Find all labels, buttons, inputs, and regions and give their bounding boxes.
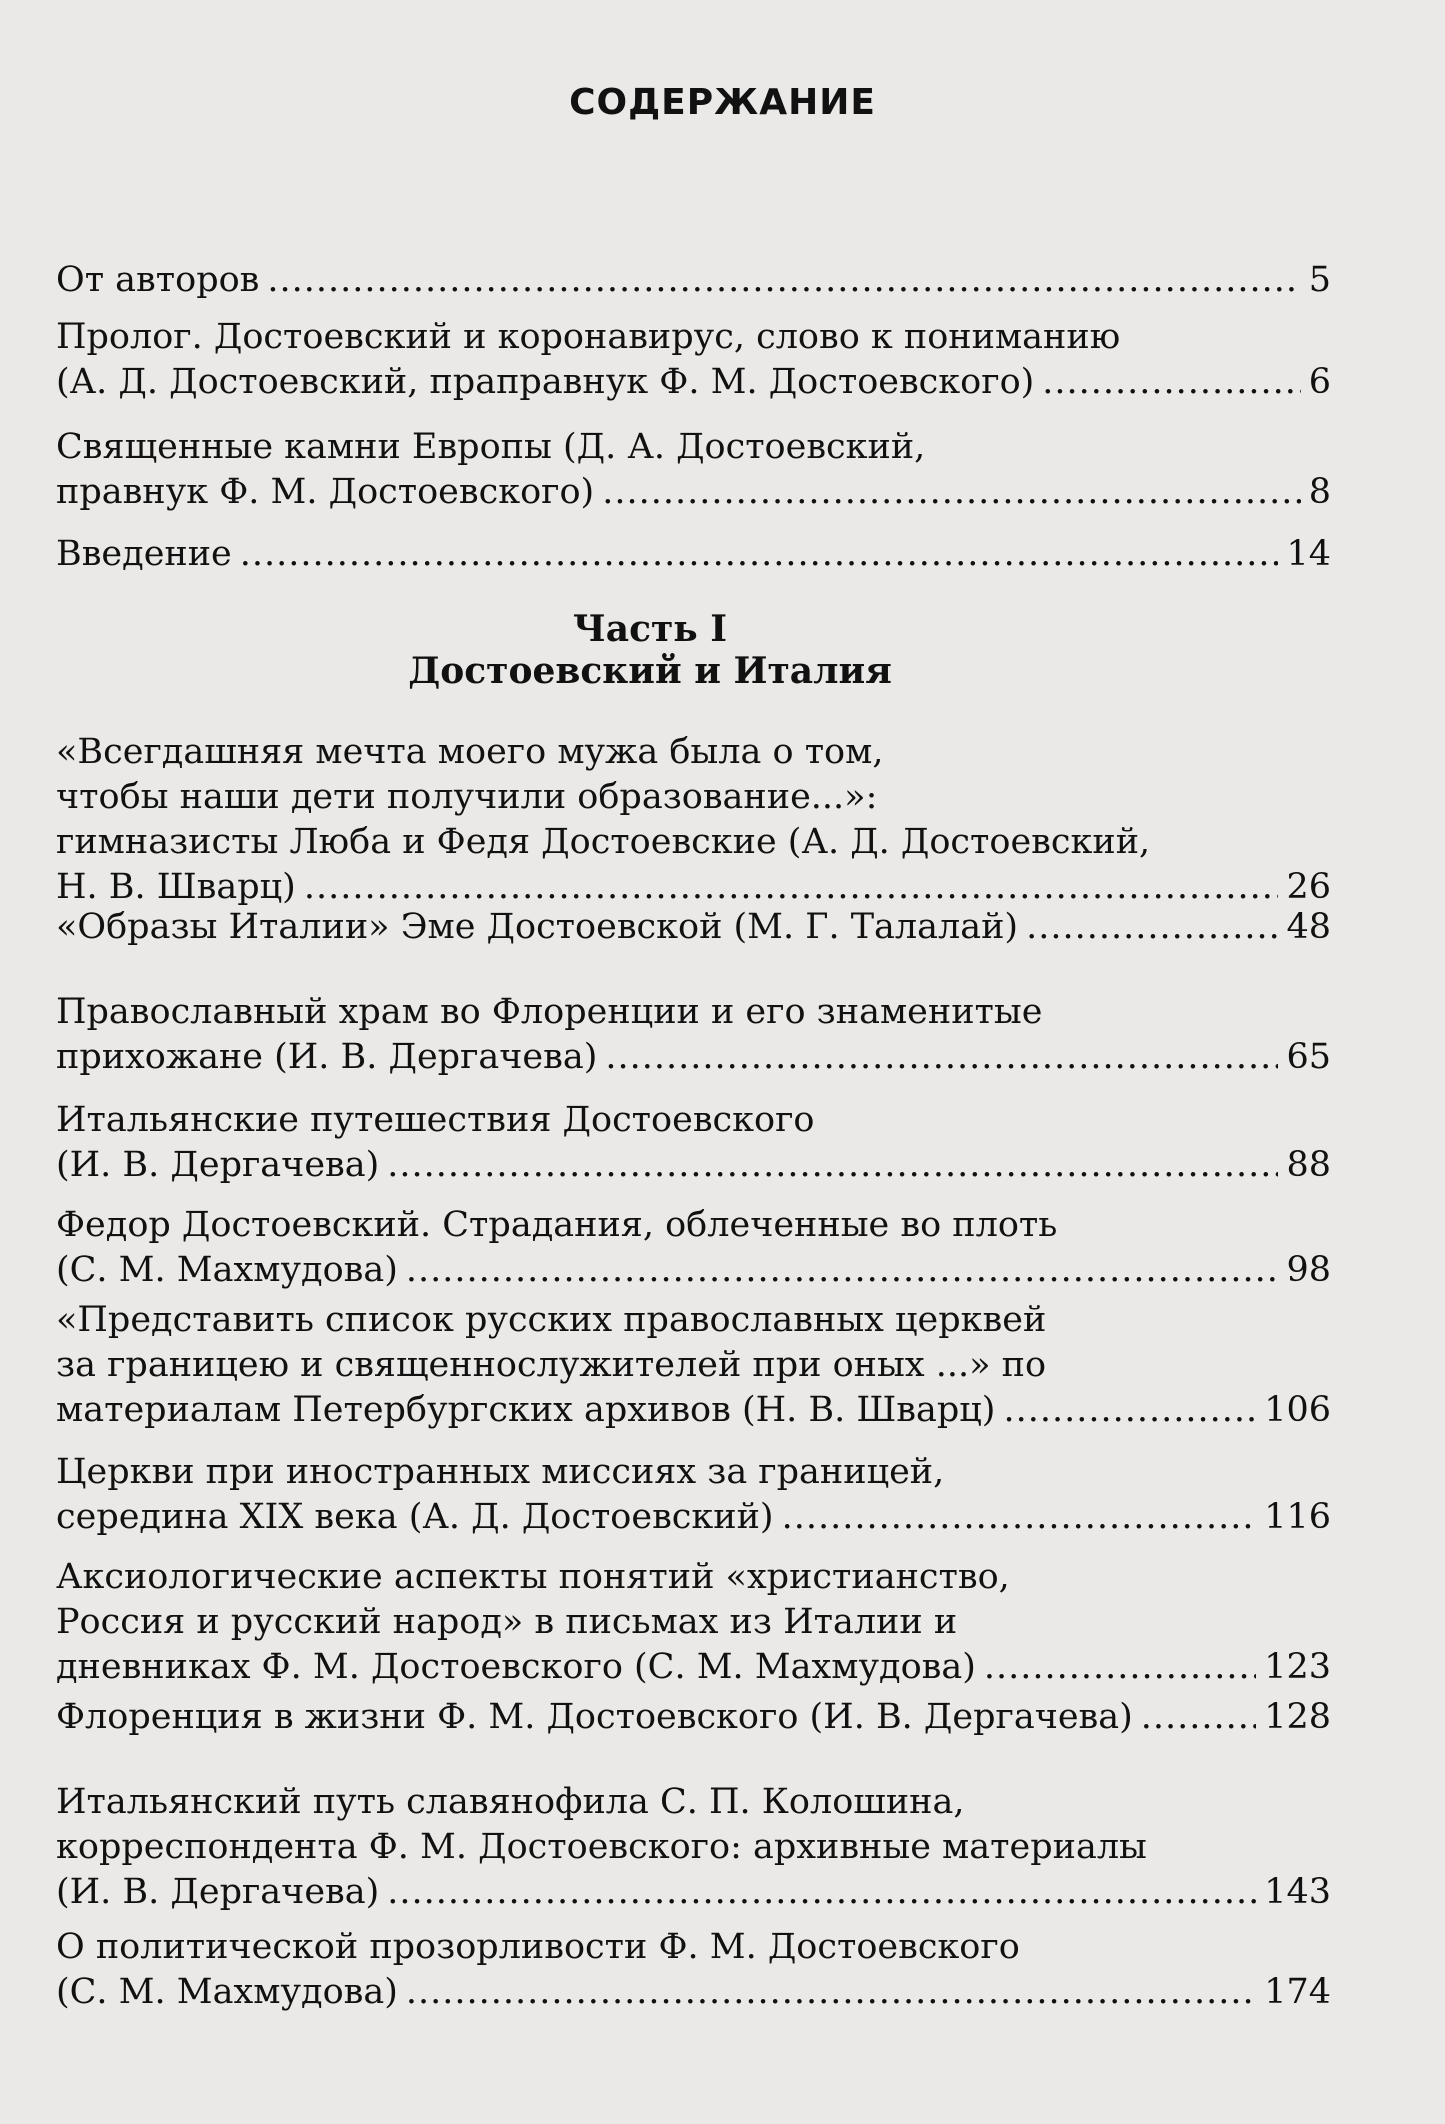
dot-leader — [1026, 905, 1278, 950]
toc-entry-text: (И. В. Дергачева) — [56, 1872, 380, 1912]
toc-entry-text: (С. М. Махмудова) — [56, 1250, 398, 1290]
toc-entry — [56, 1203, 1331, 1293]
toc-entry-line: «Всегдашняя мечта моего мужа была о том, — [56, 732, 884, 772]
toc-page-number: 5 — [1308, 260, 1331, 300]
toc-entry-last-line — [56, 1645, 1331, 1690]
part-label: Часть I — [572, 608, 728, 650]
toc-entry — [56, 532, 1331, 577]
toc-entry — [56, 1695, 1331, 1740]
toc-entry-last-line — [56, 865, 1331, 910]
toc-entry-text: правнук Ф. М. Достоевского) — [56, 472, 595, 512]
toc-page-number: 26 — [1286, 867, 1331, 907]
toc-entry-text: (С. М. Махмудова) — [56, 1972, 398, 2012]
toc-entry-last-line — [56, 1248, 1331, 1293]
toc-entry-line: Православный храм во Флоренции и его знаменитые — [56, 992, 1043, 1032]
toc-entry — [56, 990, 1331, 1080]
toc-entry-last-line — [56, 1495, 1331, 1540]
toc-entry — [56, 1298, 1331, 1433]
toc-heading: СОДЕРЖАНИЕ — [569, 82, 876, 123]
toc-page-number: 123 — [1264, 1647, 1331, 1687]
toc-entry-text: (А. Д. Достоевский, праправнук Ф. М. Достоевского) — [56, 362, 1035, 402]
toc-entry — [56, 905, 1331, 950]
toc-entry-last-line — [56, 1970, 1331, 2015]
dot-leader — [1042, 360, 1300, 405]
dot-leader — [782, 1495, 1257, 1540]
toc-page-number: 65 — [1286, 1037, 1331, 1077]
toc-page-number: 88 — [1286, 1145, 1331, 1185]
toc-entry — [56, 730, 1331, 910]
dot-leader — [406, 1970, 1256, 2015]
toc-entry-text: (И. В. Дергачева) — [56, 1145, 380, 1185]
toc-entry-text: «Образы Италии» Эме Достоевской (М. Г. Талалай) — [56, 907, 1019, 947]
toc-page-number: 174 — [1264, 1972, 1331, 2012]
toc-entry-line: за границею и священнослужителей при оных ...» по — [56, 1345, 1047, 1385]
toc-entry-line: гимназисты Люба и Федя Достоевские (А. Д. Достоевский, — [56, 822, 1151, 862]
toc-entry — [56, 1098, 1331, 1188]
toc-entry-text: дневниках Ф. М. Достоевского (С. М. Махмудова) — [56, 1647, 976, 1687]
toc-entry-line: Священные камни Европы (Д. А. Достоевский, — [56, 427, 926, 467]
toc-page-number: 48 — [1286, 907, 1331, 947]
toc-entry-text: Флоренция в жизни Ф. М. Достоевского (И. В. Дергачева) — [56, 1697, 1133, 1737]
toc-entry-last-line — [56, 532, 1331, 577]
toc-entry-line: Россия и русский народ» в письмах из Италии и — [56, 1602, 958, 1642]
toc-entry-line: Пролог. Достоевский и коронавирус, слово к пониманию — [56, 317, 1121, 357]
toc-entry-last-line — [56, 1035, 1331, 1080]
toc-entry-text: материалам Петербургских архивов (Н. В. Шварц) — [56, 1390, 996, 1430]
toc-entry-text: От авторов — [56, 260, 260, 300]
dot-leader — [240, 532, 1279, 577]
toc-entry-line: Церкви при иностранных миссиях за границей, — [56, 1452, 945, 1492]
toc-entry-line: О политической прозорливости Ф. М. Достоевского — [56, 1927, 1020, 1967]
toc-page-number: 98 — [1286, 1250, 1331, 1290]
toc-entry-line: корреспондента Ф. М. Достоевского: архивные материалы — [56, 1827, 1147, 1867]
toc-entry-line: Федор Достоевский. Страдания, облеченные во плоть — [56, 1205, 1058, 1245]
toc-entry-line: «Представить список русских православных церквей — [56, 1300, 1047, 1340]
part-title: Достоевский и Италия — [408, 650, 892, 692]
toc-entry-line: Аксиологические аспекты понятий «христианство, — [56, 1557, 1010, 1597]
dot-leader — [387, 1143, 1278, 1188]
toc-page-number: 143 — [1264, 1872, 1331, 1912]
toc-entry-line: Итальянский путь славянофила С. П. Колошина, — [56, 1782, 965, 1822]
toc-page-number: 128 — [1264, 1697, 1331, 1737]
dot-leader — [1141, 1695, 1256, 1740]
toc-entry — [56, 315, 1331, 405]
toc-entry-text: прихожане (И. В. Дергачева) — [56, 1037, 598, 1077]
dot-leader — [406, 1248, 1279, 1293]
toc-entry-last-line — [56, 470, 1331, 515]
dot-leader — [387, 1870, 1256, 1915]
dot-leader — [267, 258, 1300, 303]
toc-entry-last-line — [56, 1695, 1331, 1740]
dot-leader — [602, 470, 1301, 515]
toc-entry-text: Н. В. Шварц) — [56, 867, 296, 907]
toc-entry-line: чтобы наши дети получили образование...»: — [56, 777, 878, 817]
toc-page-number: 6 — [1308, 362, 1331, 402]
toc-page-number: 106 — [1264, 1390, 1331, 1430]
dot-leader — [1003, 1388, 1256, 1433]
toc-page-number: 8 — [1308, 472, 1331, 512]
toc-entry — [56, 258, 1331, 303]
toc-entry-last-line — [56, 258, 1331, 303]
toc-entry-last-line — [56, 1870, 1331, 1915]
toc-page-number: 116 — [1264, 1497, 1331, 1537]
toc-entry-text: середина XIX века (А. Д. Достоевский) — [56, 1497, 774, 1537]
dot-leader — [984, 1645, 1256, 1690]
toc-entry-last-line — [56, 1388, 1331, 1433]
toc-entry-last-line — [56, 360, 1331, 405]
toc-entry — [56, 1555, 1331, 1690]
dot-leader — [605, 1035, 1278, 1080]
toc-entry — [56, 1925, 1331, 2015]
toc-entry-line: Итальянские путешествия Достоевского — [56, 1100, 815, 1140]
toc-entry-text: Введение — [56, 534, 232, 574]
toc-entry — [56, 1780, 1331, 1915]
toc-entry-last-line — [56, 1143, 1331, 1188]
dot-leader — [304, 865, 1279, 910]
toc-entry-last-line — [56, 905, 1331, 950]
toc-page-number: 14 — [1286, 534, 1331, 574]
toc-entry — [56, 425, 1331, 515]
toc-entry — [56, 1450, 1331, 1540]
